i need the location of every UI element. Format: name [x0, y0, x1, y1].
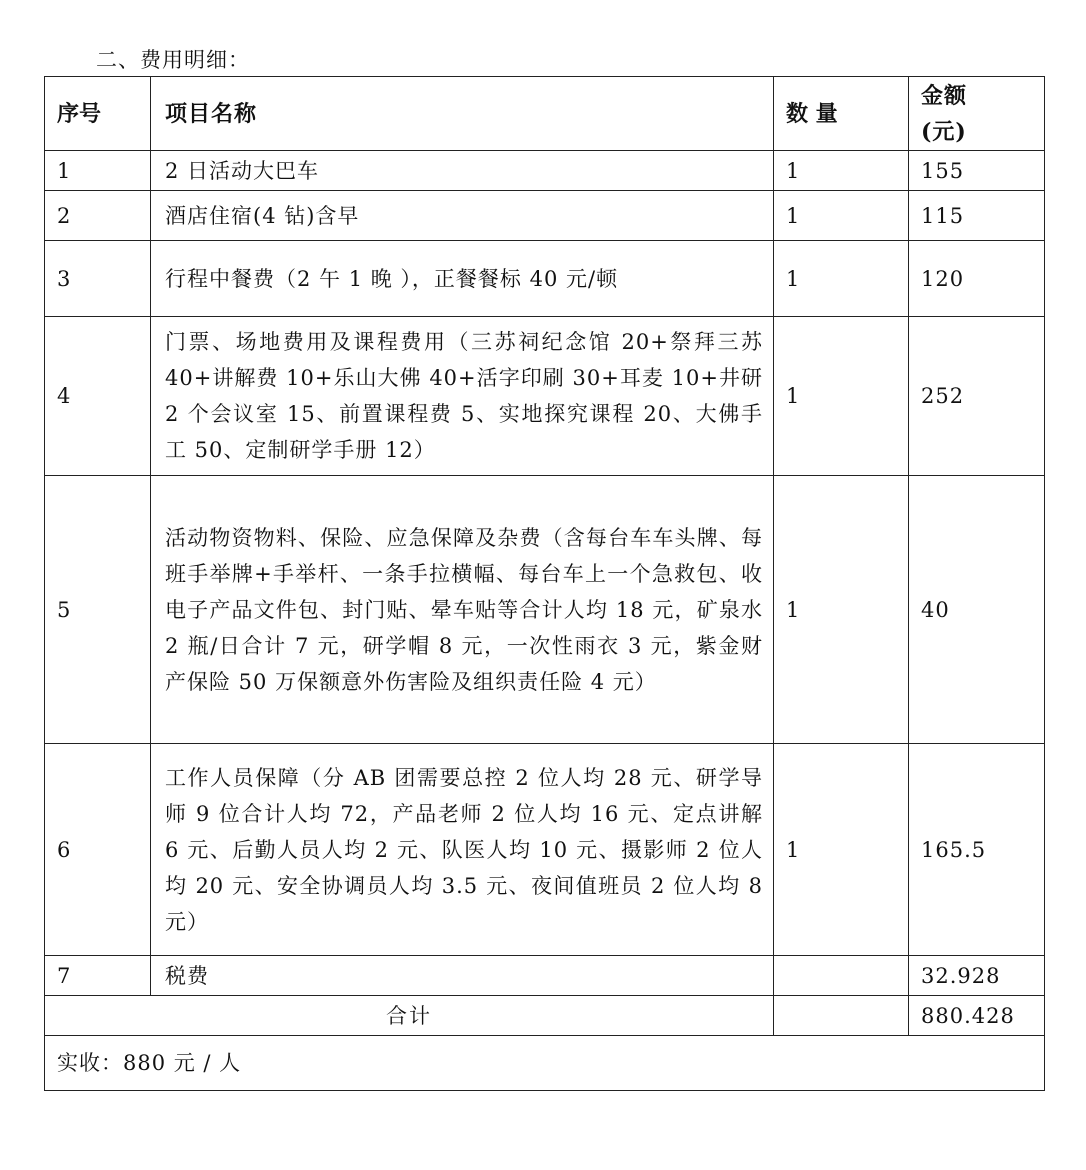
table-row — [45, 956, 1045, 996]
row-amount: 115 — [909, 191, 1045, 241]
row-item-name: 税费 — [151, 956, 774, 996]
row-quantity: 1 — [774, 241, 909, 317]
cost-detail-table — [44, 76, 1045, 1091]
received-amount: 实收：880 元 / 人 — [45, 1036, 1045, 1091]
received-row — [45, 1036, 1045, 1091]
total-label: 合计 — [45, 996, 774, 1036]
row-amount: 252 — [909, 317, 1045, 476]
row-item-name: 活动物资物料、保险、应急保障及杂费（含每台车车头牌、每班手举牌+手举杆、一条手拉横幅、每台车上一个急救包、收电子产品文件包、封门贴、晕车贴等合计人均 18 元，矿泉水 2 瓶/日合计 7 元，研学帽 8 元，一次性雨衣 3 元，紫金财产保险 50 万保额意外伤害险及组织责任险 4 元） — [151, 476, 774, 744]
header-amount — [909, 77, 1045, 151]
row-index: 3 — [45, 241, 151, 317]
header-quantity: 数 量 — [774, 77, 909, 151]
header-amount-unit: (元) — [921, 118, 967, 145]
table-header-row — [45, 77, 1045, 151]
table-row — [45, 317, 1045, 476]
header-index: 序号 — [45, 77, 151, 151]
row-item-name: 工作人员保障（分 AB 团需要总控 2 位人均 28 元、研学导师 9 位合计人均 72，产品老师 2 位人均 16 元、定点讲解 6 元、后勤人员人均 2 元、队医人均 10 元、摄影师 2 位人均 20 元、安全协调员人均 3.5 元、夜间值班员 2 位人均 8 元） — [151, 744, 774, 956]
total-quantity — [774, 996, 909, 1036]
row-index: 6 — [45, 744, 151, 956]
row-item-name: 行程中餐费（2 午 1 晚 ），正餐餐标 40 元/顿 — [151, 241, 774, 317]
header-amount-label: 金额 — [921, 82, 968, 109]
total-row — [45, 996, 1045, 1036]
total-amount: 880.428 — [909, 996, 1045, 1036]
row-index: 7 — [45, 956, 151, 996]
table-row — [45, 744, 1045, 956]
row-index: 2 — [45, 191, 151, 241]
row-quantity — [774, 956, 909, 996]
row-index: 5 — [45, 476, 151, 744]
row-quantity: 1 — [774, 191, 909, 241]
row-amount: 32.928 — [909, 956, 1045, 996]
table-row — [45, 191, 1045, 241]
row-amount: 165.5 — [909, 744, 1045, 956]
row-index: 4 — [45, 317, 151, 476]
row-item-name: 酒店住宿(4 钻)含早 — [151, 191, 774, 241]
row-quantity: 1 — [774, 317, 909, 476]
table-row — [45, 476, 1045, 744]
row-amount: 120 — [909, 241, 1045, 317]
row-item-name: 2 日活动大巴车 — [151, 151, 774, 191]
row-quantity: 1 — [774, 476, 909, 744]
row-item-name: 门票、场地费用及课程费用（三苏祠纪念馆 20+祭拜三苏 40+讲解费 10+乐山大佛 40+活字印刷 30+耳麦 10+井研 2 个会议室 15、前置课程费 5、实地探究课程 20、大佛手工 50、定制研学手册 12） — [151, 317, 774, 476]
table-row — [45, 241, 1045, 317]
row-quantity: 1 — [774, 744, 909, 956]
row-quantity: 1 — [774, 151, 909, 191]
row-index: 1 — [45, 151, 151, 191]
header-item-name: 项目名称 — [151, 77, 774, 151]
section-title: 二、费用明细： — [96, 48, 250, 72]
row-amount: 40 — [909, 476, 1045, 744]
row-amount: 155 — [909, 151, 1045, 191]
table-row — [45, 151, 1045, 191]
